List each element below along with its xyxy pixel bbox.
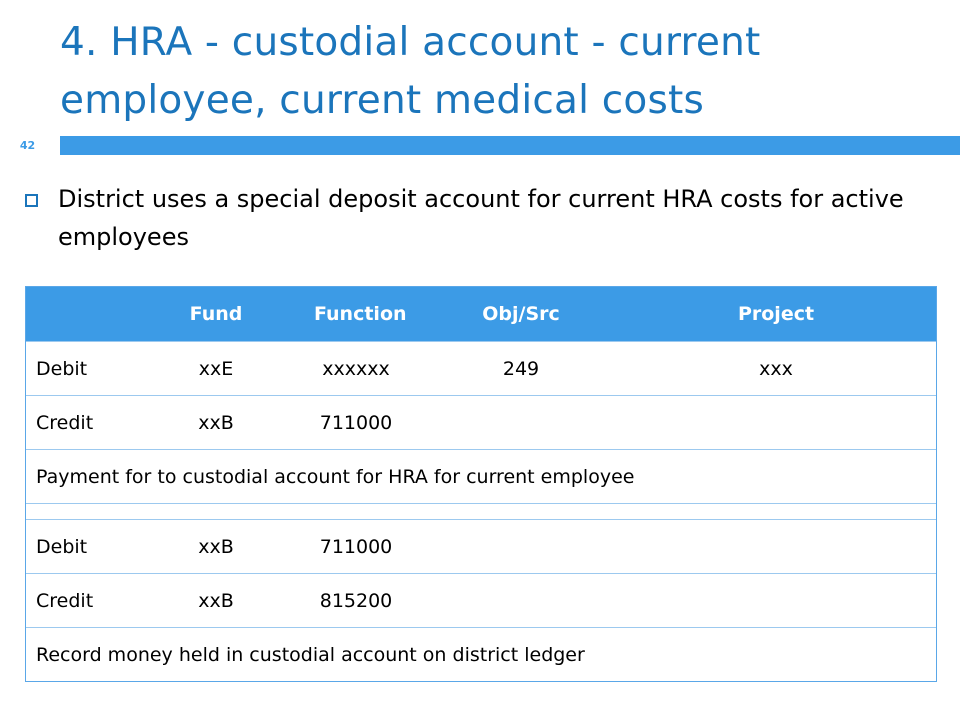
cell-project: xxx bbox=[759, 357, 793, 380]
cell-obj-src: 249 bbox=[502, 357, 540, 380]
cell-function: 711000 bbox=[319, 535, 393, 558]
slide-number: 42 bbox=[0, 133, 55, 158]
table-note-row bbox=[26, 449, 936, 503]
cell-function: 815200 bbox=[319, 589, 393, 612]
cell-entry-type: Debit bbox=[36, 357, 88, 380]
bullet-item bbox=[25, 180, 925, 256]
table-note-row bbox=[26, 627, 936, 681]
cell-fund: xxE bbox=[198, 357, 234, 380]
cell-function: xxxxxx bbox=[322, 357, 390, 380]
square-bullet-icon bbox=[25, 194, 38, 207]
table-spacer-row bbox=[26, 503, 936, 519]
header-cell-project: Project bbox=[737, 303, 815, 325]
cell-entry-type: Credit bbox=[36, 589, 94, 612]
bullet-text: District uses a special deposit account for current HRA costs for active employees bbox=[58, 185, 904, 251]
journal-entry-table bbox=[25, 286, 937, 682]
cell-function: 711000 bbox=[319, 411, 393, 434]
cell-fund: xxB bbox=[198, 589, 234, 612]
header-cell-obj-src: Obj/Src bbox=[482, 303, 560, 325]
cell-fund: xxB bbox=[198, 535, 234, 558]
cell-fund: xxB bbox=[198, 411, 234, 434]
table-header-row bbox=[26, 287, 936, 341]
entry-description: Record money held in custodial account on district ledger bbox=[36, 643, 585, 666]
cell-entry-type: Credit bbox=[36, 411, 94, 434]
title-divider-bar bbox=[60, 136, 960, 155]
entry-description: Payment for to custodial account for HRA for current employee bbox=[36, 465, 635, 488]
table-row bbox=[26, 341, 936, 395]
table-row bbox=[26, 573, 936, 627]
cell-entry-type: Debit bbox=[36, 535, 88, 558]
table-row bbox=[26, 519, 936, 573]
header-cell-function: Function bbox=[314, 303, 407, 325]
header-cell-fund: Fund bbox=[189, 303, 243, 325]
table-row bbox=[26, 395, 936, 449]
slide-title: 4. HRA - custodial account - current employee, current medical costs bbox=[60, 20, 761, 123]
